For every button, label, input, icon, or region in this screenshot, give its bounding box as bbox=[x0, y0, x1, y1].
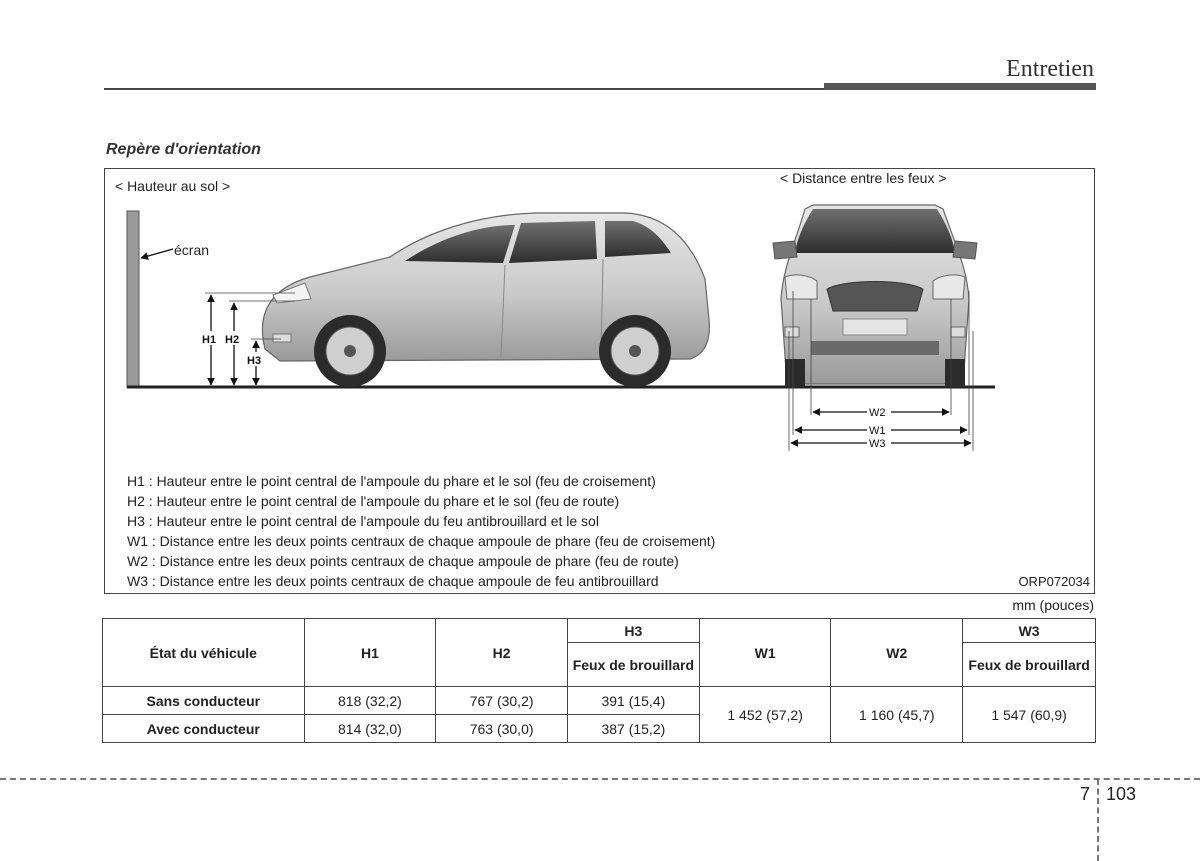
section-title: Repère d'orientation bbox=[106, 141, 261, 158]
h2-label: H2 bbox=[225, 334, 240, 346]
cell-w2: 1 160 (45,7) bbox=[831, 687, 963, 743]
w1-label: W1 bbox=[869, 425, 886, 437]
header-w1: W1 bbox=[699, 619, 831, 687]
header-rule-accent bbox=[824, 83, 1096, 90]
legend-h2: H2 : Hauteur entre le point central de l'ampoule du phare et le sol (feu de route) bbox=[127, 493, 620, 509]
h3-label: H3 bbox=[247, 355, 262, 367]
spec-table bbox=[102, 618, 1096, 743]
legend-w3: W3 : Distance entre les deux points centraux de chaque ampoule de feu antibrouillard bbox=[127, 573, 659, 589]
car-side-view bbox=[262, 213, 709, 387]
w2-label: W2 bbox=[869, 407, 886, 419]
header-title: Entretien bbox=[1006, 56, 1094, 82]
cell-h1: 814 (32,0) bbox=[304, 715, 436, 743]
header-h1: H1 bbox=[304, 619, 436, 687]
vehicle-illustration bbox=[105, 169, 1094, 469]
header-w2: W2 bbox=[831, 619, 963, 687]
page-number: 103 bbox=[1106, 784, 1137, 804]
cell-h3: 387 (15,2) bbox=[567, 715, 699, 743]
header-state: État du véhicule bbox=[103, 619, 305, 687]
w3-label: W3 bbox=[869, 438, 886, 450]
header-rule bbox=[104, 88, 824, 90]
header-w3: W3 bbox=[963, 619, 1096, 643]
cell-w3: 1 547 (60,9) bbox=[963, 687, 1096, 743]
header-h3: H3 bbox=[567, 619, 699, 643]
side-view-label: < Hauteur au sol > bbox=[115, 178, 231, 194]
screen-label: écran bbox=[174, 242, 210, 258]
row-state: Sans conducteur bbox=[103, 687, 305, 715]
footer-divider-vertical bbox=[1097, 779, 1099, 861]
cell-h1: 818 (32,2) bbox=[304, 687, 436, 715]
car-front-view bbox=[773, 205, 977, 387]
footer-divider bbox=[0, 778, 1200, 780]
legend-w1: W1 : Distance entre les deux points centraux de chaque ampoule de phare (feu de croisement) bbox=[127, 533, 716, 549]
cell-h2: 767 (30,2) bbox=[436, 687, 568, 715]
chapter-number: 7 bbox=[1080, 784, 1091, 804]
figure-code: ORP072034 bbox=[1018, 574, 1090, 589]
legend-h3: H3 : Hauteur entre le point central de l'ampoule du feu antibrouillard et le sol bbox=[127, 513, 599, 529]
table-row bbox=[103, 687, 1096, 715]
figure-legend bbox=[127, 471, 715, 591]
legend-h1: H1 : Hauteur entre le point central de l'ampoule du phare et le sol (feu de croisement) bbox=[127, 473, 656, 489]
cell-h3: 391 (15,4) bbox=[567, 687, 699, 715]
header-h3-sub: Feux de brouillard bbox=[567, 643, 699, 687]
header-h2: H2 bbox=[436, 619, 568, 687]
figure-box bbox=[104, 168, 1095, 594]
legend-w2: W2 : Distance entre les deux points centraux de chaque ampoule de phare (feu de route) bbox=[127, 553, 679, 569]
cell-w1: 1 452 (57,2) bbox=[699, 687, 831, 743]
cell-h2: 763 (30,0) bbox=[436, 715, 568, 743]
screen-wall bbox=[127, 211, 139, 387]
row-state: Avec conducteur bbox=[103, 715, 305, 743]
units-label: mm (pouces) bbox=[1012, 597, 1094, 613]
h1-label: H1 bbox=[202, 334, 217, 346]
front-view-label: < Distance entre les feux > bbox=[780, 170, 947, 186]
header-w3-sub: Feux de brouillard bbox=[963, 643, 1096, 687]
